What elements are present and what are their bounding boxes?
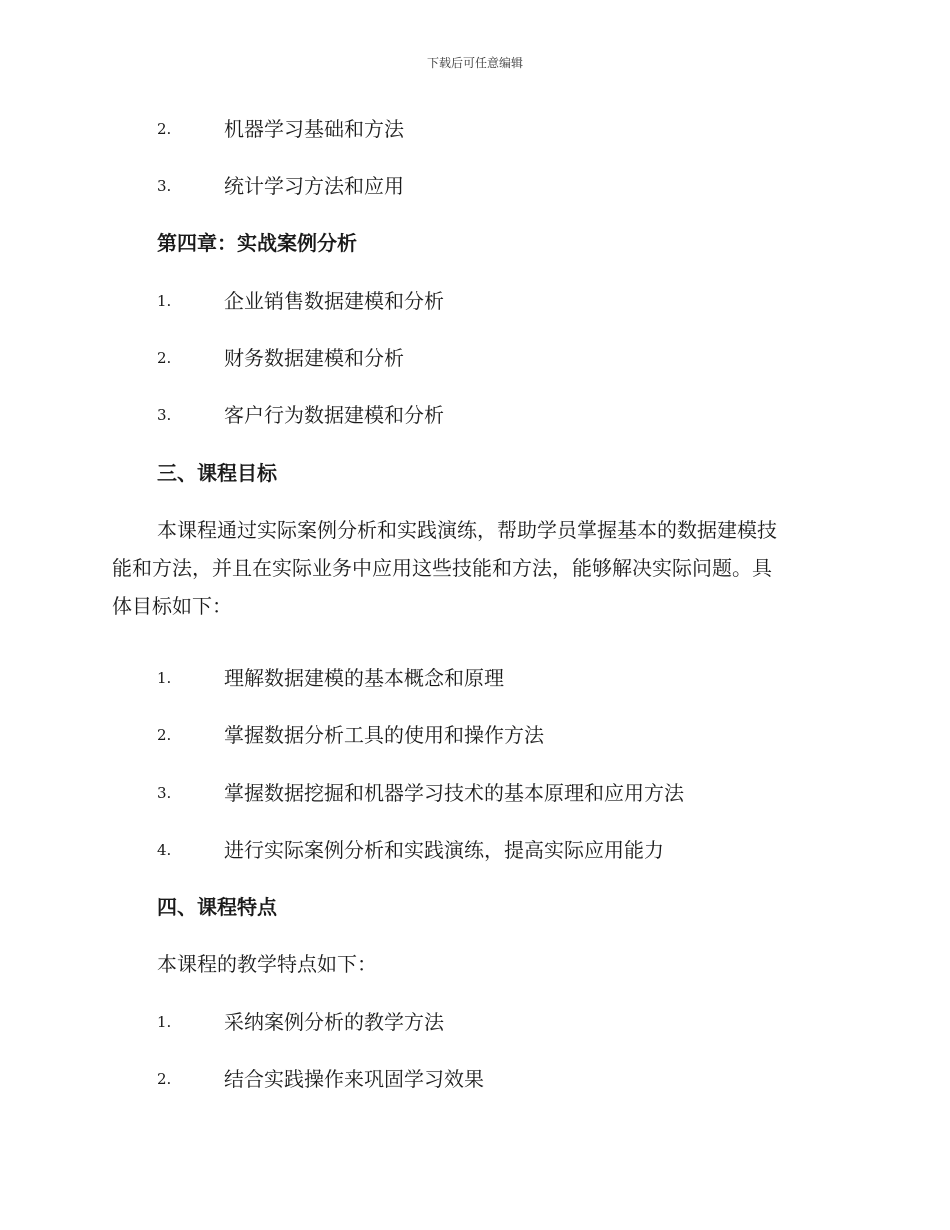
list-number: 2. [157, 1070, 172, 1088]
list-item [0, 344, 950, 374]
list-item [0, 401, 950, 431]
paragraph-line: 能和方法，并且在实际业务中应用这些技能和方法，能够解决实际问题。具 [112, 556, 772, 580]
list-item [0, 721, 950, 751]
list-item [0, 287, 950, 317]
list-text: 机器学习基础和方法 [224, 117, 404, 141]
list-number: 1. [157, 292, 172, 310]
list-text: 掌握数据挖掘和机器学习技术的基本原理和应用方法 [224, 781, 684, 805]
list-text: 理解数据建模的基本概念和原理 [224, 666, 504, 690]
list-number: 3. [157, 406, 172, 424]
list-item [0, 172, 950, 202]
features-intro: 本课程的教学特点如下： [157, 952, 377, 976]
list-item [0, 779, 950, 809]
list-text: 结合实践操作来巩固学习效果 [224, 1067, 484, 1091]
list-number: 3. [157, 177, 172, 195]
list-number: 2. [157, 726, 172, 744]
paragraph-line: 体目标如下： [112, 594, 232, 618]
page-header: 下载后可任意编辑 [426, 56, 523, 70]
list-item [0, 664, 950, 694]
list-text: 客户行为数据建模和分析 [224, 403, 444, 427]
list-text: 财务数据建模和分析 [224, 346, 404, 370]
list-number: 2. [157, 120, 172, 138]
section-heading-goals: 三、课程目标 [157, 461, 277, 485]
paragraph-line: 本课程通过实际案例分析和实践演练，帮助学员掌握基本的数据建模技 [157, 518, 777, 542]
goals-paragraph [112, 511, 838, 625]
list-text: 企业销售数据建模和分析 [224, 289, 444, 313]
list-text: 采纳案例分析的教学方法 [224, 1010, 444, 1034]
chapter-heading: 第四章：实战案例分析 [157, 231, 357, 255]
list-number: 1. [157, 669, 172, 687]
list-number: 1. [157, 1013, 172, 1031]
list-number: 4. [157, 841, 172, 859]
list-text: 统计学习方法和应用 [224, 174, 404, 198]
list-item [0, 115, 950, 145]
list-number: 2. [157, 349, 172, 367]
section-heading-features: 四、课程特点 [157, 895, 277, 919]
list-text: 进行实际案例分析和实践演练，提高实际应用能力 [224, 838, 664, 862]
list-number: 3. [157, 784, 172, 802]
list-text: 掌握数据分析工具的使用和操作方法 [224, 723, 544, 747]
list-item [0, 1008, 950, 1038]
list-item [0, 1065, 950, 1095]
list-item [0, 836, 950, 866]
